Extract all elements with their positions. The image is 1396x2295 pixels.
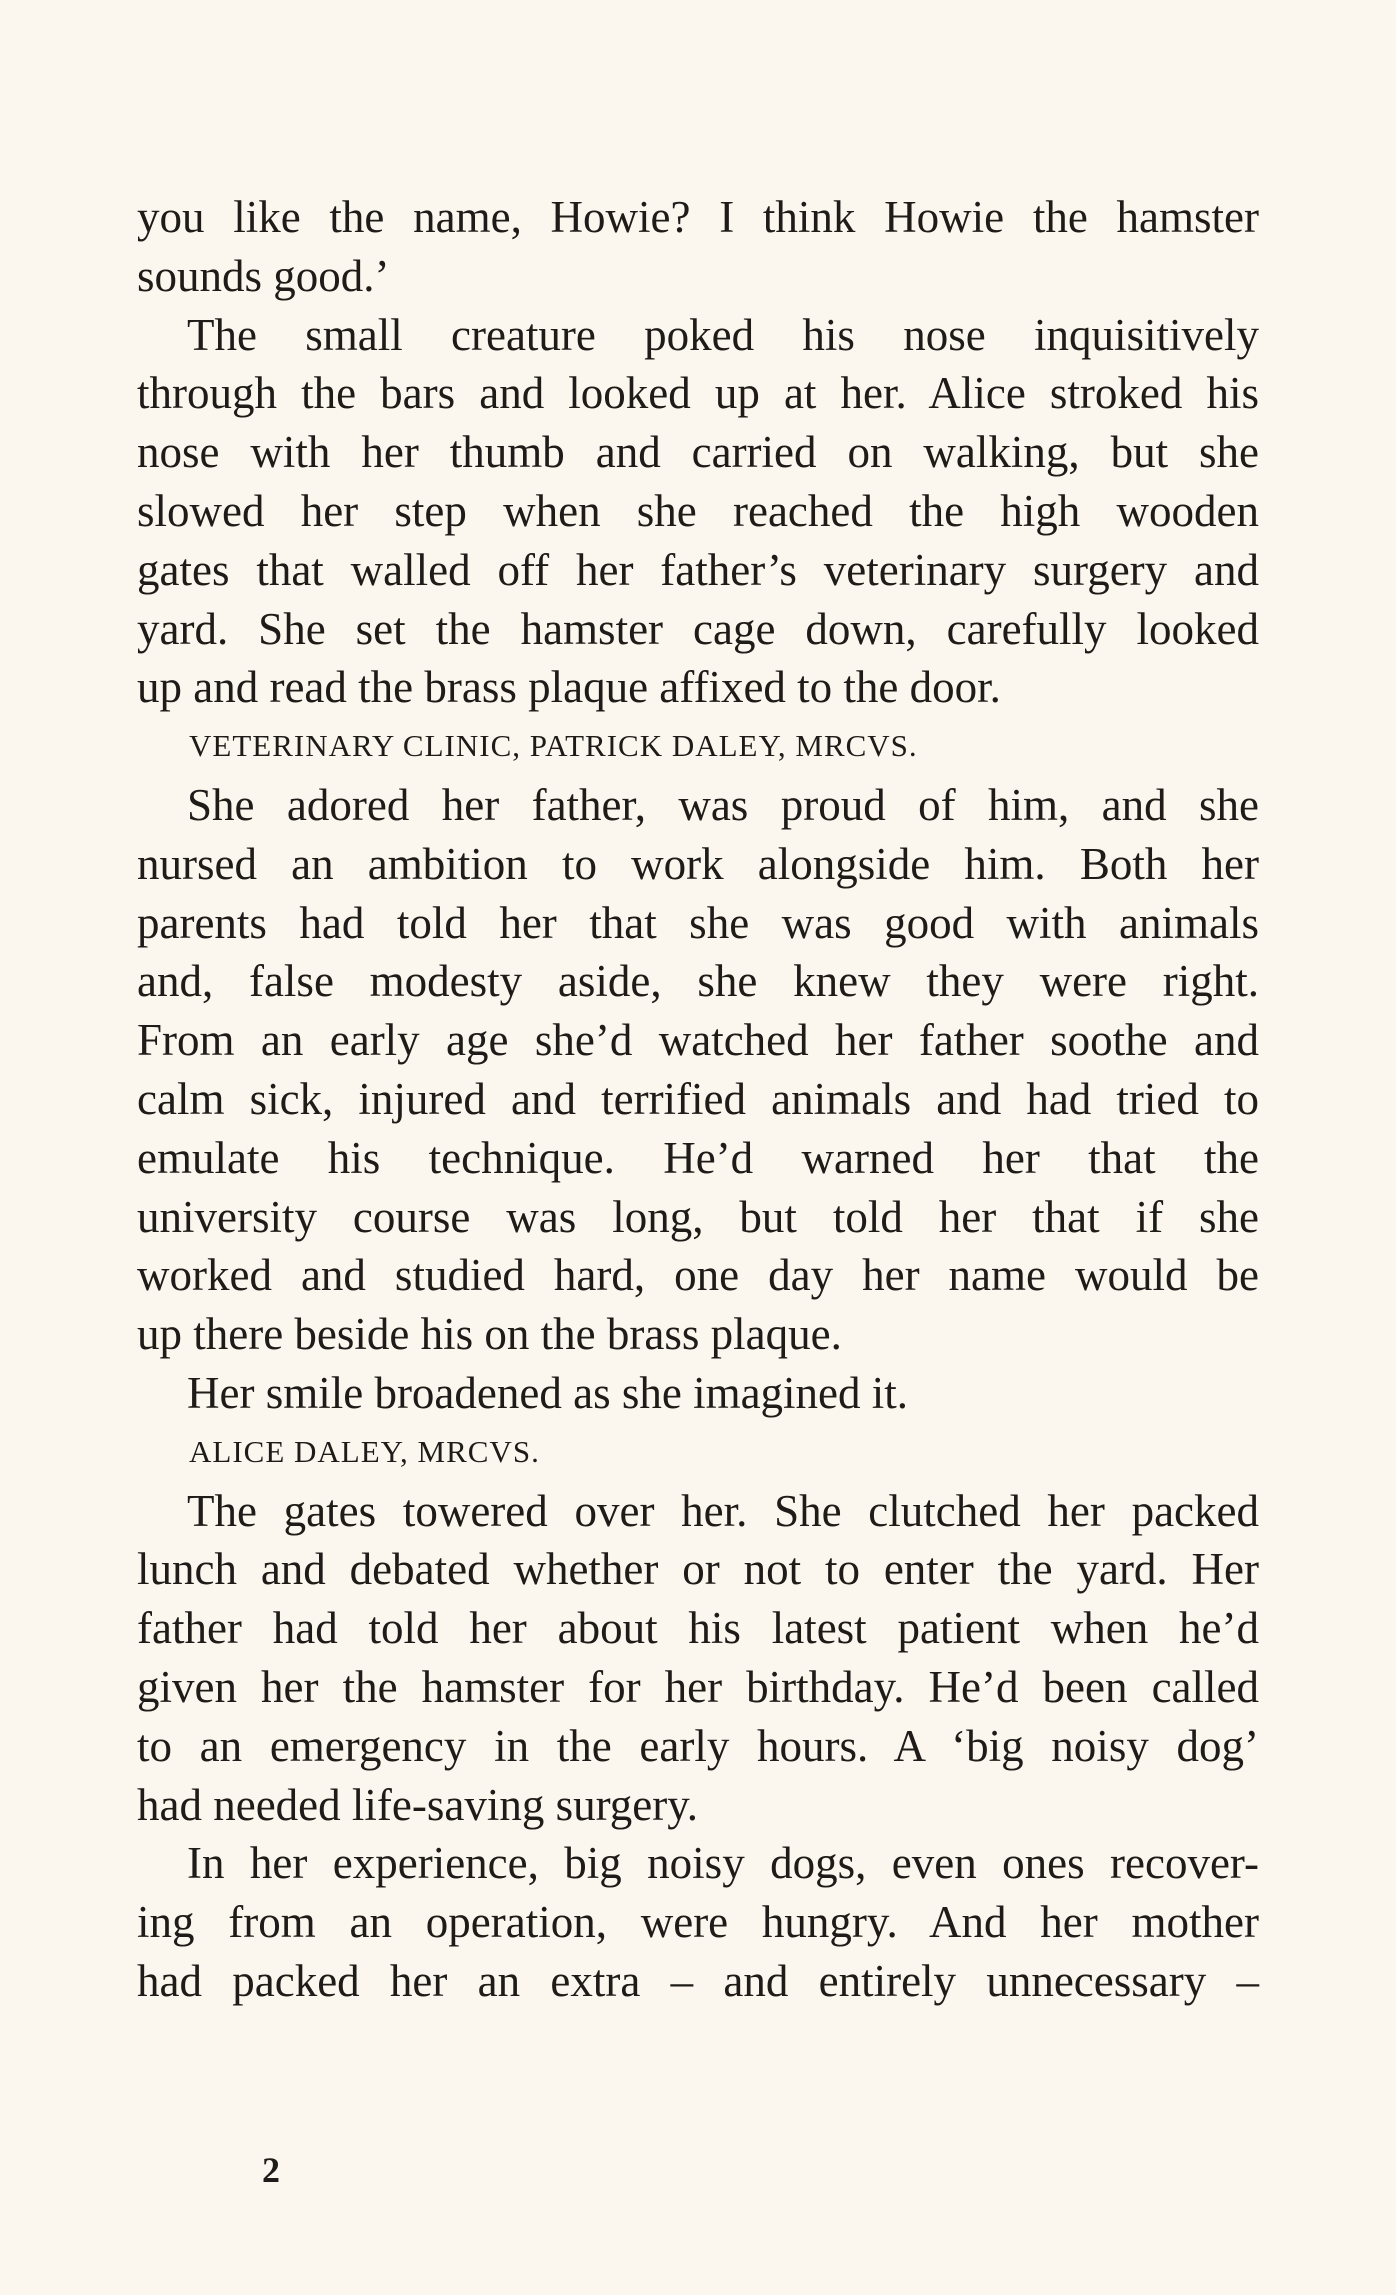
plaque-text: ALICE DALEY, MRCVS. (189, 1433, 540, 1469)
text-line: parents had told her that she was good with animals (137, 897, 1259, 948)
text-line: had packed her an extra – and entirely unnecessary – (137, 1955, 1259, 2006)
text-line: up and read the brass plaque affixed to the door. (137, 662, 1001, 713)
text-line: up there beside his on the brass plaque. (137, 1309, 842, 1360)
text-line: given her the hamster for her birthday. He’d been called (137, 1661, 1259, 1712)
text-line: ing from an operation, were hungry. And her mother (137, 1897, 1259, 1948)
text-line: calm sick, injured and terrified animals and had tried to (137, 1073, 1259, 1124)
text-line: nose with her thumb and carried on walking, but she (137, 427, 1259, 478)
text-line: worked and studied hard, one day her name would be (137, 1250, 1259, 1301)
page-number: 2 (262, 2150, 280, 2190)
text-line: gates that walled off her father’s veterinary surgery and (137, 544, 1259, 595)
text-line: had needed life-saving surgery. (137, 1779, 699, 1830)
text-line: sounds good.’ (137, 250, 390, 301)
plaque-text: VETERINARY CLINIC, PATRICK DALEY, MRCVS. (189, 728, 918, 764)
text-line: through the bars and looked up at her. Alice stroked his (137, 368, 1259, 419)
text-line: to an emergency in the early hours. A ‘big noisy dog’ (137, 1720, 1259, 1771)
paragraph-start-line: Her smile broadened as she imagined it. (187, 1367, 909, 1418)
paragraph-start-line: In her experience, big noisy dogs, even ones recover- (187, 1838, 1259, 1889)
text-line: emulate his technique. He’d warned her that the (137, 1132, 1259, 1183)
text-line: lunch and debated whether or not to enter the yard. Her (137, 1544, 1259, 1595)
text-line: you like the name, Howie? I think Howie the hamster (137, 192, 1259, 242)
text-line: university course was long, but told her that if she (137, 1191, 1259, 1242)
text-line: yard. She set the hamster cage down, carefully looked (137, 603, 1259, 654)
text-line: and, false modesty aside, she knew they were right. (137, 956, 1259, 1007)
paragraph-start-line: The gates towered over her. She clutched her packed (187, 1485, 1259, 1536)
paragraph-start-line: The small creature poked his nose inquisitively (187, 309, 1259, 360)
paragraph-start-line: She adored her father, was proud of him, and she (187, 779, 1259, 830)
text-line: nursed an ambition to work alongside him. Both her (137, 838, 1259, 889)
text-line: father had told her about his latest patient when he’d (137, 1603, 1259, 1654)
text-line: slowed her step when she reached the high wooden (137, 485, 1259, 536)
text-line: From an early age she’d watched her father soothe and (137, 1015, 1259, 1066)
body-text (137, 188, 1259, 2011)
